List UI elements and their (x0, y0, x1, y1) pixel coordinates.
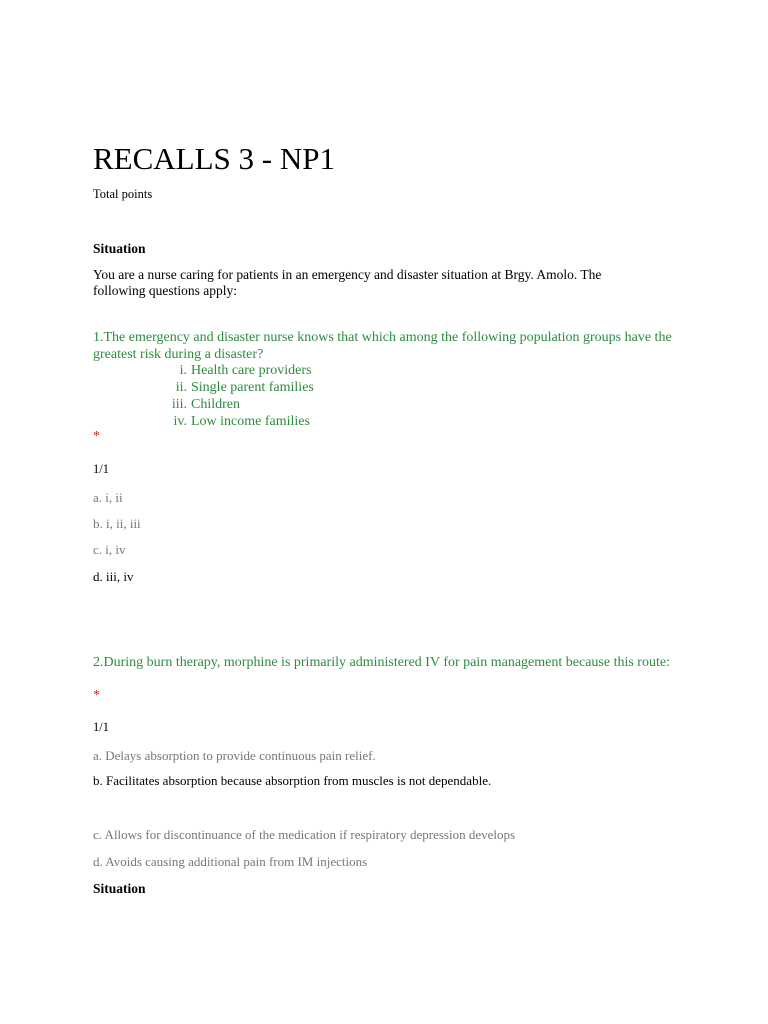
question-2-text: 2.During burn therapy, morphine is primarily administered IV for pain management because this route: (93, 655, 670, 670)
question-1-text: 1.The emergency and disaster nurse knows that which among the following population groups have the greatest risk during a disaster? (93, 330, 672, 362)
item-number: iv. (173, 414, 187, 429)
question-2-option-c[interactable]: c. Allows for discontinuance of the medication if respiratory depression develops (93, 827, 516, 842)
item-label: Children (191, 397, 240, 412)
document-title: RECALLS 3 - NP1 (93, 141, 335, 176)
list-item (93, 362, 493, 379)
situation-heading: Situation (93, 241, 146, 256)
situation-heading: Situation (93, 881, 146, 896)
question-1-option-c[interactable]: c. i, iv (93, 542, 126, 557)
item-number: ii. (175, 380, 187, 395)
required-mark: * (93, 429, 100, 444)
list-item (93, 413, 493, 430)
question-1-item-list (93, 362, 493, 430)
item-number: i. (179, 363, 187, 378)
item-label: Single parent families (191, 380, 314, 395)
question-2-score: 1/1 (93, 720, 109, 734)
list-item (93, 379, 493, 396)
question-1-option-a[interactable]: a. i, ii (93, 490, 123, 505)
total-points-label: Total points (93, 187, 153, 201)
question-1-option-b[interactable]: b. i, ii, iii (93, 516, 141, 531)
situation-text: You are a nurse caring for patients in an emergency and disaster situation at Brgy. Amolo. The following questions apply: (93, 267, 602, 298)
question-2-option-d[interactable]: d. Avoids causing additional pain from IM injections (93, 854, 368, 869)
question-2-option-a[interactable]: a. Delays absorption to provide continuous pain relief. (93, 748, 376, 763)
item-label: Health care providers (191, 363, 312, 378)
question-1-score: 1/1 (93, 462, 109, 476)
question-2-option-b[interactable]: b. Facilitates absorption because absorption from muscles is not dependable. (93, 773, 492, 788)
required-mark: * (93, 688, 100, 703)
question-1-option-d[interactable]: d. iii, iv (93, 569, 134, 584)
list-item (93, 396, 493, 413)
item-number: iii. (171, 397, 187, 412)
item-label: Low income families (191, 414, 310, 429)
